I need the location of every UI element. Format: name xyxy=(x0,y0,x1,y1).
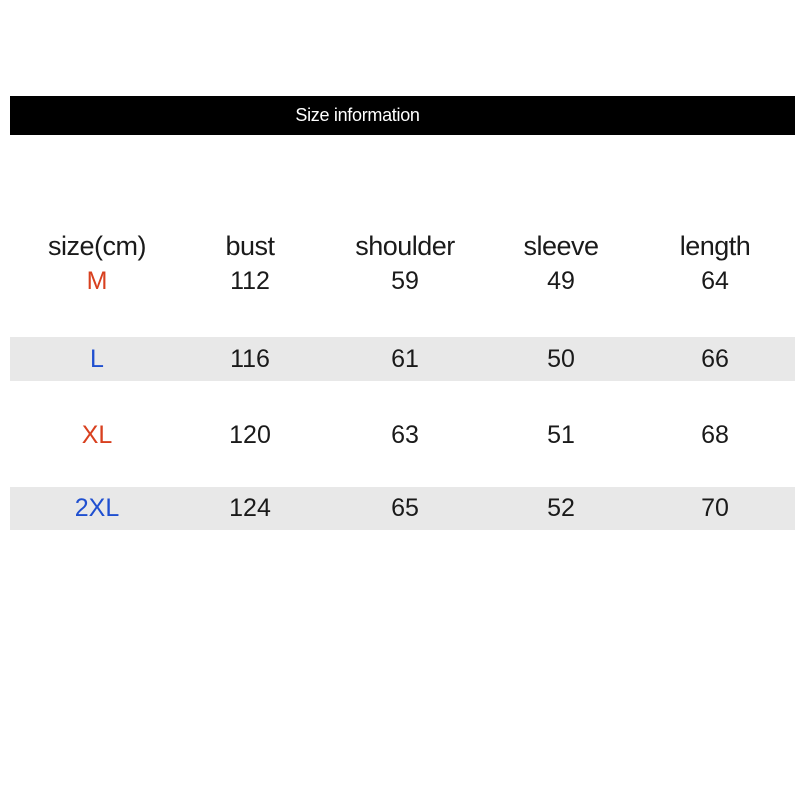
sleeve-value: 49 xyxy=(547,267,575,295)
sleeve-value: 51 xyxy=(547,421,575,449)
bust-value: 116 xyxy=(230,345,270,373)
size-label: 2XL xyxy=(74,494,120,522)
length-value: 70 xyxy=(701,494,729,522)
bust-value: 120 xyxy=(229,421,271,449)
shoulder-value: 61 xyxy=(391,345,419,373)
header-bust: bust xyxy=(225,231,275,261)
table-header-row xyxy=(0,228,800,264)
sleeve-value: 50 xyxy=(547,345,575,373)
table-row xyxy=(0,415,800,455)
length-value: 64 xyxy=(701,267,729,295)
header-length: length xyxy=(679,231,751,261)
sleeve-value: 52 xyxy=(547,494,575,522)
shoulder-value: 65 xyxy=(391,494,419,522)
bust-value: 112 xyxy=(230,267,270,295)
shoulder-value: 59 xyxy=(391,267,419,295)
page-title: Size information xyxy=(295,105,420,125)
shoulder-value: 63 xyxy=(391,421,419,449)
header-size: size(cm) xyxy=(48,231,146,261)
size-label: M xyxy=(86,267,108,295)
length-value: 66 xyxy=(701,345,729,373)
bust-value: 124 xyxy=(229,494,271,522)
table-row xyxy=(0,264,800,298)
size-label: L xyxy=(90,345,104,373)
length-value: 68 xyxy=(701,421,729,449)
size-label: XL xyxy=(81,421,113,449)
table-row xyxy=(10,487,795,530)
table-row xyxy=(10,337,795,381)
header-shoulder: shoulder xyxy=(355,231,455,261)
header-sleeve: sleeve xyxy=(523,231,599,261)
title-bar xyxy=(10,96,795,135)
